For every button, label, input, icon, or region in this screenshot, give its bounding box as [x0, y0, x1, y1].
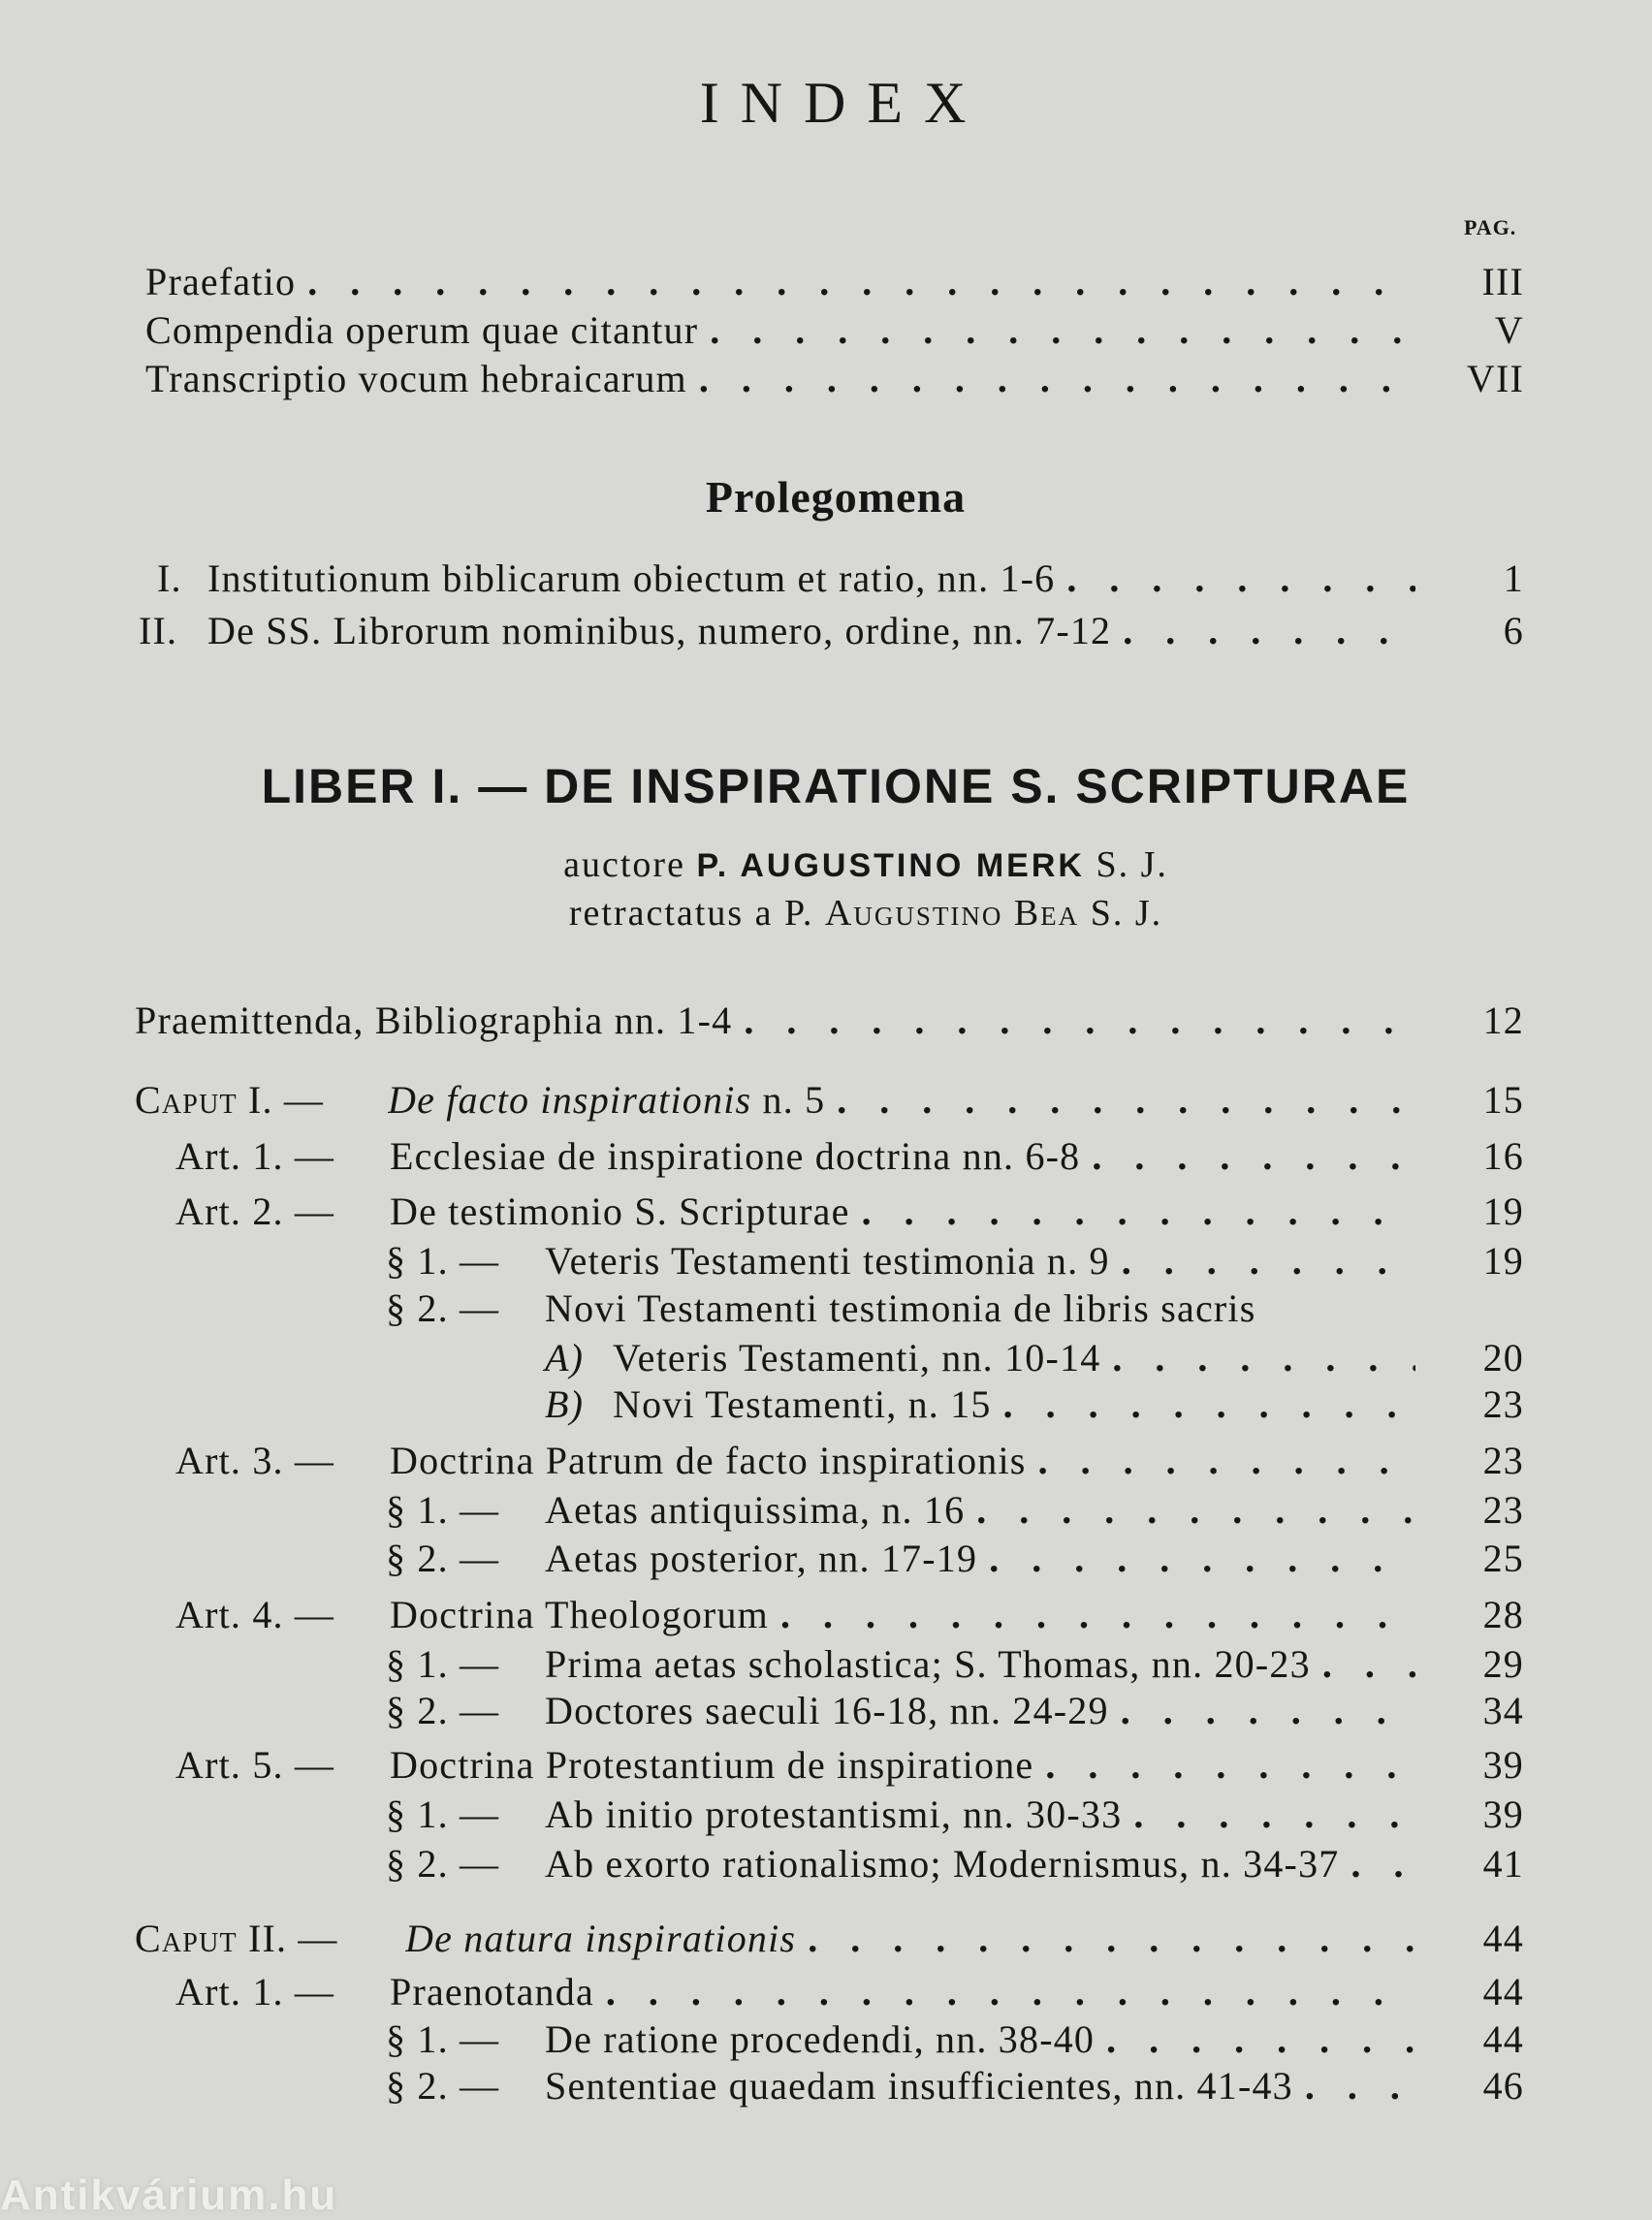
entry-page-number: 15 — [1482, 1078, 1524, 1122]
entry-page-number: 16 — [1482, 1134, 1524, 1178]
dot-leader — [1112, 1334, 1415, 1382]
entry-prefix: Caput I. — — [135, 1078, 325, 1122]
entry-prefix: A) — [545, 1336, 585, 1380]
entry-title: Novi Testamenti testimonia de libris sacris — [545, 1286, 1256, 1330]
dot-leader — [1133, 1791, 1415, 1839]
toc-entry — [0, 607, 1652, 655]
entry-title: Doctrina Theologorum — [390, 1593, 769, 1636]
entry-title: De natura inspirationis — [405, 1917, 797, 1960]
entry-title: Compendia operum quae citantur — [145, 308, 699, 352]
toc-entry — [0, 1741, 1652, 1790]
revisor-tail: S. J. — [1090, 893, 1163, 934]
entry-title: Ab exorto rationalismo; Modernismus, n. 34-37 — [545, 1842, 1340, 1886]
entry-prefix: Art. 2. — — [175, 1189, 335, 1233]
toc-entry — [0, 1132, 1652, 1181]
entry-title: De facto inspirationis — [388, 1078, 752, 1122]
entry-page-number: 41 — [1482, 1842, 1524, 1886]
entry-prefix: Caput II. — — [135, 1917, 338, 1960]
page-title: INDEX — [699, 71, 988, 135]
entry-title: Aetas posterior, nn. 17-19 — [545, 1537, 978, 1580]
dot-leader — [1045, 1741, 1415, 1790]
entry-title: Ecclesiae de inspiratione doctrina nn. 6-8 — [390, 1134, 1081, 1178]
entry-title: Doctrina Patrum de facto inspirationis — [390, 1439, 1027, 1482]
toc-entry — [0, 1968, 1652, 2016]
entry-prefix: § 1. — — [386, 1792, 500, 1836]
entry-prefix: Art. 3. — — [175, 1439, 335, 1482]
entry-title: Sententiae quaedam insufficientes, nn. 41-43 — [545, 2064, 1293, 2108]
toc-entry — [0, 2062, 1652, 2110]
entry-prefix: Art. 1. — — [175, 1970, 335, 2014]
entry-prefix: Art. 1. — — [175, 1134, 335, 1178]
entry-page-number: VII — [1466, 357, 1524, 400]
entry-title: De testimonio S. Scripturae — [390, 1189, 850, 1233]
entry-page-number: 1 — [1503, 556, 1524, 600]
prolegomena-heading: Prolegomena — [705, 472, 967, 522]
entry-page-number: 12 — [1482, 999, 1524, 1042]
toc-entry — [0, 1237, 1652, 1285]
toc-entry — [0, 2015, 1652, 2064]
entry-prefix: § 1. — — [386, 1239, 500, 1283]
toc-entry — [0, 1076, 1652, 1125]
toc-entry — [0, 1840, 1652, 1888]
toc-entry — [0, 1640, 1652, 1689]
entry-page-number: V — [1494, 308, 1524, 352]
entry-page-number: 34 — [1482, 1689, 1524, 1732]
entry-prefix: B) — [545, 1382, 585, 1426]
entry-prefix: § 2. — — [386, 2064, 500, 2108]
dot-leader — [1122, 1237, 1415, 1285]
entry-page-number: 19 — [1482, 1189, 1524, 1233]
author-line — [0, 843, 1652, 886]
entry-page-number: 44 — [1482, 2017, 1524, 2061]
entry-page-number: 29 — [1482, 1642, 1524, 1686]
entry-title: Praemittenda, Bibliographia nn. 1-4 — [135, 999, 733, 1042]
toc-entry — [0, 1486, 1652, 1535]
toc-entry — [0, 1535, 1652, 1583]
entry-page-number: 44 — [1482, 1917, 1524, 1960]
revisor-line — [0, 892, 1652, 935]
dot-leader — [1305, 2062, 1415, 2110]
entry-page-number: 46 — [1482, 2064, 1524, 2108]
entry-page-number: 20 — [1482, 1336, 1524, 1380]
dot-leader — [1003, 1380, 1415, 1429]
dot-leader — [307, 258, 1415, 306]
dot-leader — [1123, 607, 1415, 655]
entry-page-number: 28 — [1482, 1593, 1524, 1636]
entry-prefix: II. — [139, 609, 178, 652]
toc-entry — [0, 1188, 1652, 1236]
toc-entry — [0, 1284, 1652, 1333]
entry-page-number: 39 — [1482, 1792, 1524, 1836]
dot-leader — [1106, 2015, 1415, 2064]
entry-page-number: 23 — [1482, 1439, 1524, 1482]
entry-prefix: § 2. — — [386, 1286, 500, 1330]
entry-title: Transcriptio vocum hebraicarum — [145, 357, 687, 400]
entry-title: Praenotanda — [390, 1970, 594, 2014]
entry-prefix: Art. 4. — — [175, 1593, 335, 1636]
entry-page-number: 19 — [1482, 1239, 1524, 1283]
toc-entry — [0, 1334, 1652, 1382]
entry-prefix: § 2. — — [386, 1537, 500, 1580]
entry-page-number: 23 — [1482, 1382, 1524, 1426]
author-lead: auctore — [563, 844, 685, 885]
entry-title: Veteris Testamenti testimonia n. 9 — [545, 1239, 1110, 1283]
toc-entry — [0, 1791, 1652, 1839]
entry-page-number: 39 — [1482, 1743, 1524, 1787]
entry-prefix: § 1. — — [386, 2017, 500, 2061]
entry-prefix: Art. 5. — — [175, 1743, 335, 1787]
toc-entry — [0, 355, 1652, 403]
entry-page-number: III — [1481, 260, 1524, 303]
entry-title: Doctores saeculi 16-18, nn. 24-29 — [545, 1689, 1109, 1732]
entry-title: Aetas antiquissima, n. 16 — [545, 1488, 966, 1532]
entry-title: Praefatio — [145, 260, 297, 303]
dot-leader — [862, 1188, 1415, 1236]
dot-leader — [1038, 1437, 1415, 1485]
dot-leader — [780, 1591, 1415, 1639]
author-tail: S. J. — [1096, 844, 1168, 885]
dot-leader — [606, 1968, 1415, 2016]
toc-entry — [0, 1591, 1652, 1639]
revisor-lead: retractatus a P. — [568, 893, 814, 934]
toc-entry — [0, 997, 1652, 1045]
dot-leader — [808, 1915, 1415, 1963]
entry-prefix: § 1. — — [386, 1642, 500, 1686]
page-column-label: PAG. — [1464, 215, 1517, 239]
watermark: Antikvárium.hu — [0, 2172, 338, 2219]
toc-entry — [0, 1915, 1652, 1963]
entry-title: De ratione procedendi, nn. 38-40 — [545, 2017, 1096, 2061]
toc-entry — [0, 1437, 1652, 1485]
toc-entry — [0, 258, 1652, 306]
dot-leader — [989, 1535, 1415, 1583]
entry-prefix: § 2. — — [386, 1842, 500, 1886]
liber-heading: LIBER I. — DE INSPIRATIONE S. SCRIPTURAE — [261, 759, 1411, 813]
dot-leader — [1322, 1640, 1415, 1689]
toc-entry — [0, 1687, 1652, 1735]
entry-prefix: § 1. — — [386, 1488, 500, 1532]
toc-entry — [0, 306, 1652, 355]
entry-page-number: 23 — [1482, 1488, 1524, 1532]
entry-prefix: § 2. — — [386, 1689, 500, 1732]
entry-prefix: I. — [157, 556, 182, 600]
dot-leader — [710, 306, 1415, 355]
entry-title: Veteris Testamenti, nn. 10-14 — [613, 1336, 1101, 1380]
dot-leader — [976, 1486, 1415, 1535]
dot-leader — [1121, 1687, 1415, 1735]
author-name: P. AUGUSTINO MERK — [696, 847, 1085, 884]
dot-leader — [744, 997, 1415, 1045]
entry-page-number: 25 — [1482, 1537, 1524, 1580]
dot-leader — [1066, 555, 1415, 603]
entry-title: De SS. Librorum nominibus, numero, ordine, nn. 7-12 — [207, 609, 1112, 652]
entry-title: Institutionum biblicarum obiectum et ratio, nn. 1-6 — [207, 556, 1056, 600]
entry-suffix: n. 5 — [751, 1078, 826, 1122]
dot-leader — [1350, 1840, 1415, 1888]
entry-title: Novi Testamenti, n. 15 — [613, 1382, 992, 1426]
dot-leader — [699, 355, 1415, 403]
entry-page-number: 44 — [1482, 1970, 1524, 2014]
toc-entry — [0, 555, 1652, 603]
entry-page-number: 6 — [1503, 609, 1524, 652]
entry-title: Prima aetas scholastica; S. Thomas, nn. 20-23 — [545, 1642, 1311, 1686]
dot-leader — [837, 1076, 1415, 1125]
revisor-name: Augustino Bea — [824, 893, 1080, 934]
toc-entry — [0, 1380, 1652, 1429]
entry-title: Ab initio protestantismi, nn. 30-33 — [545, 1792, 1123, 1836]
dot-leader — [1092, 1132, 1415, 1181]
entry-title: Doctrina Protestantium de inspiratione — [390, 1743, 1034, 1787]
